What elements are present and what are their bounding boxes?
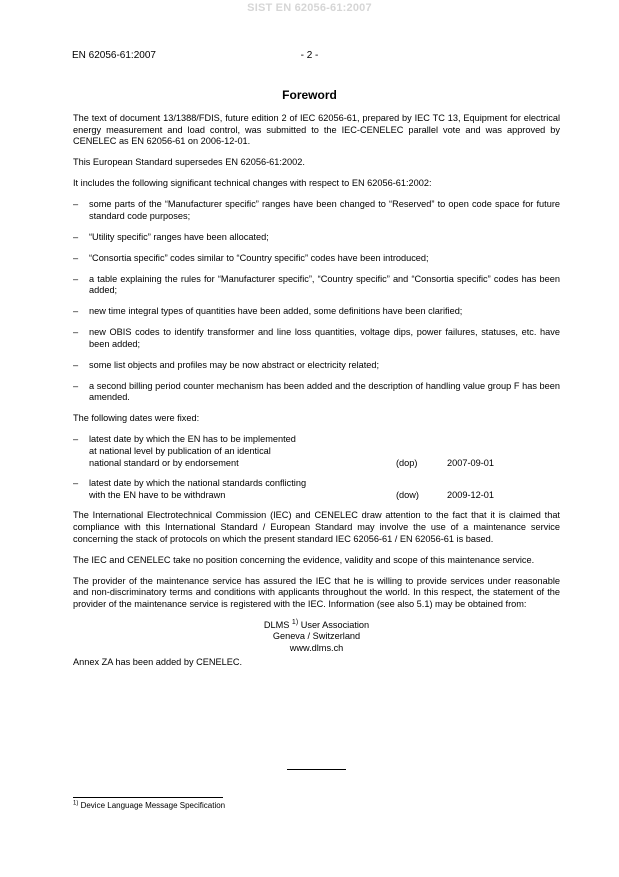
list-dash: – xyxy=(73,434,79,445)
list-item xyxy=(73,381,560,404)
watermark: SIST EN 62056-61:2007 xyxy=(247,2,372,14)
date-description-line: latest date by which the national standards conflicting xyxy=(89,478,307,489)
date-description-line: latest date by which the EN has to be implemented xyxy=(89,434,296,445)
date-row-dow xyxy=(73,478,560,501)
footnote-mark: 1) xyxy=(73,800,79,807)
list-dash: – xyxy=(73,478,79,489)
list-item-text: “Utility specific” ranges have been allocated; xyxy=(89,231,269,242)
list-dash: – xyxy=(73,252,79,263)
list-item-text: new OBIS codes to identify transformer and line loss quantities, voltage dips, power failures, statuses, etc. have been added; xyxy=(89,327,560,349)
list-dash: – xyxy=(73,359,79,370)
page-title: Foreword xyxy=(282,88,337,102)
end-rule xyxy=(287,769,346,770)
date-value: 2007-09-01 xyxy=(447,457,494,468)
paragraph-no-position: The IEC and CENELEC take no position concerning the evidence, validity and scope of this maintenance service. xyxy=(73,554,535,565)
date-description-line: at national level by publication of an identical xyxy=(89,445,271,456)
list-dash: – xyxy=(73,231,79,242)
list-item-text: “Consortia specific” codes similar to “Country specific” codes have been introduced; xyxy=(89,252,429,263)
list-item xyxy=(73,253,560,265)
association-name-prefix: DLMS xyxy=(263,619,290,630)
list-item-text: some parts of the “Manufacturer specific” ranges have been changed to “Reserved” to open code space for future standard code purposes; xyxy=(89,199,560,221)
list-item xyxy=(73,232,560,244)
date-description-line: national standard or by endorsement xyxy=(89,457,239,468)
dates-intro: The following dates were fixed: xyxy=(73,413,200,424)
list-item-text: new time integral types of quantities have been added, some definitions have been clarified; xyxy=(89,306,463,317)
date-abbreviation: (dop) xyxy=(396,457,418,468)
list-item-text: a second billing period counter mechanism has been added and the description of handling value group F has been amended. xyxy=(89,380,560,403)
list-item xyxy=(73,199,560,222)
list-dash: – xyxy=(73,199,79,210)
list-dash: – xyxy=(73,327,79,338)
list-dash: – xyxy=(73,273,79,284)
list-item xyxy=(73,274,560,297)
list-item-text: a table explaining the rules for “Manufacturer specific”, “Country specific” and “Consortia specific” codes has been added; xyxy=(89,273,560,296)
paragraph-intro-2: This European Standard supersedes EN 62056-61:2002. xyxy=(73,157,305,168)
header-doc-id: EN 62056-61:2007 xyxy=(72,50,156,61)
list-item xyxy=(73,360,560,372)
paragraph-patent-notice: The International Electrotechnical Commission (IEC) and CENELEC draw attention to the fact that it is claimed that compliance with this International Standard / European Standard may involve the use of a maintenance service concerning the stack of protocols on which the present standard IEC 62056-61 / EN 62056-61 is based. xyxy=(73,510,560,544)
paragraph-intro-1: The text of document 13/1388/FDIS, future edition 2 of IEC 62056-61, prepared by IEC TC 13, Equipment for electrical energy measurement and load control, was submitted to the IEC-CENELEC parallel vote and was approved by CENELEC as EN 62056-61 on 2006-12-01. xyxy=(73,113,560,147)
association-location: Geneva / Switzerland xyxy=(272,631,361,642)
association-website: www.dlms.ch xyxy=(289,642,344,653)
list-dash: – xyxy=(73,380,79,391)
footnote-text: Device Language Message Specification xyxy=(80,801,226,810)
list-item-text: some list objects and profiles may be now abstract or electricity related; xyxy=(89,359,380,370)
date-value: 2009-12-01 xyxy=(447,489,494,500)
document-body xyxy=(73,113,560,678)
footnote-rule xyxy=(73,797,223,798)
paragraph-intro-3: It includes the following significant technical changes with respect to EN 62056-61:2002: xyxy=(73,178,432,189)
dates-list xyxy=(73,434,560,501)
association-name xyxy=(73,620,560,632)
changes-list xyxy=(73,199,560,404)
list-item xyxy=(73,327,560,350)
association-name-suffix: User Association xyxy=(300,619,370,630)
list-item xyxy=(73,306,560,318)
footnote-reference: 1) xyxy=(291,618,299,626)
header-page-number: - 2 - xyxy=(300,50,319,61)
list-dash: – xyxy=(73,306,79,317)
date-row-dop xyxy=(73,434,560,469)
annex-note: Annex ZA has been added by CENELEC. xyxy=(73,657,243,668)
footnote xyxy=(73,801,225,810)
date-description-line: with the EN have to be withdrawn xyxy=(89,489,226,500)
paragraph-maintenance-provider: The provider of the maintenance service has assured the IEC that he is willing to provide services under reasonable and non-discriminatory terms and conditions with applicants throughout the world. In this respect, the statement of the provider of the maintenance service is registered with the IEC. Information (see also 5.1) may be obtained from: xyxy=(73,575,560,609)
association-address xyxy=(73,620,560,655)
date-abbreviation: (dow) xyxy=(396,489,419,500)
